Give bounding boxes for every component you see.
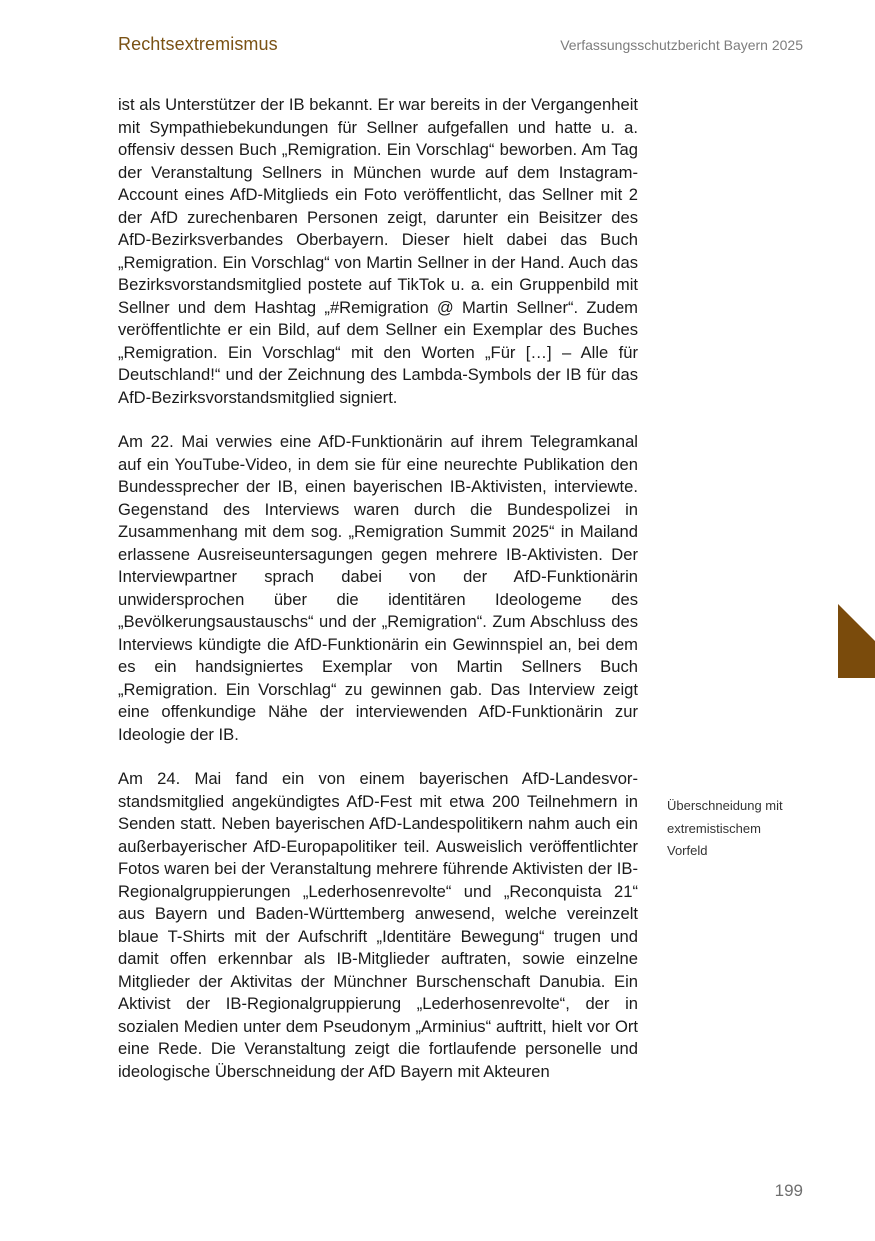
margin-note: Überschneidung mit extremistischem Vorfeld xyxy=(667,798,783,858)
running-header-section: Rechtsextremismus xyxy=(118,34,278,54)
running-header-publication: Verfassungsschutzbericht Bayern 2025 xyxy=(560,37,803,53)
body-text xyxy=(118,94,638,1105)
body-paragraph-1: ist als Unterstützer der IB bekannt. Er war bereits in der Vergangenheit mit Sympathiebekundungen für Sellner aufgefallen und hatte u. a. offensiv dessen Buch „Remigration. Ein Vorschlag“ beworben. Am Tag der Veranstaltung Sellners in München wurde auf dem Instagram-Account eines AfD-Mitglieds ein Foto veröffentlicht, das Sellner mit 2 der AfD zurechenbaren Personen zeigt, darunter ein Beisitzer des AfD-Bezirksverbandes Oberbayern. Dieser hielt dabei das Buch „Remigration. Ein Vorschlag“ von Martin Sellner in der Hand. Auch das Bezirksvorstandsmitglied postete auf TikTok u. a. ein Gruppenbild mit Sellner und dem Hashtag „#Remigration @ Martin Sellner“. Zudem veröffentlichte er ein Bild, auf dem Sellner ein Exemplar des Buches „Remigration. Ein Vorschlag“ mit den Worten „Für […] – Alle für Deutschland!“ und der Zeichnung des Lambda-Symbols der IB für das AfD-Bezirksvorstandsmitglied signiert. xyxy=(118,95,638,407)
chapter-tab-marker xyxy=(838,604,875,678)
chapter-tab-shape xyxy=(838,604,875,678)
page-number: 199 xyxy=(774,1181,803,1200)
body-paragraph-3: Am 24. Mai fand ein von einem bayerischen AfD-Landesvorstandsmitglied angekündigtes AfD-Fest mit etwa 200 Teilnehmern in Senden statt. Neben bayerischen AfD-Landespolitikern nahm auch ein außerbayerischer AfD-Europapolitiker teil. Ausweislich veröffentlichter Fotos waren bei der Veranstaltung mehrere führende Aktivisten der IB-Regionalgruppierungen „Lederhosenrevolte“ und „Reconquista 21“ aus Bayern und Baden-Württemberg anwesend, welche vereinzelt blaue T-Shirts mit der Aufschrift „Identitäre Bewegung“ trugen und damit offen erkennbar als IB-Mitglieder auftraten, sowie einzelne Mitglieder der Aktivitas der Münchner Burschenschaft Danubia. Ein Aktivist der IB-Regionalgruppierung „Lederhosenrevolte“, der in sozialen Medien unter dem Pseudonym „Arminius“ auftritt, hielt vor Ort eine Rede. Die Veranstaltung zeigt die fortlaufende personelle und ideologische Überschneidung der AfD Bayern mit Akteuren xyxy=(118,769,638,1081)
body-paragraph-2: Am 22. Mai verwies eine AfD-Funktionärin auf ihrem Telegramkanal auf ein YouTube-Video, in dem sie für eine neurechte Publikation den Bundessprecher der IB, einen bayerischen IB-Aktivisten, interviewte. Gegenstand des Interviews waren durch die Bundespolizei in Zusammenhang mit dem sog. „Remigration Summit 2025“ in Mailand erlassene Ausreiseuntersagungen gegen mehrere IB-Aktivisten. Der Interviewpartner sprach dabei von der AfD-Funktionärin unwidersprochen über die identitären Ideologeme des „Bevölkerungsaustauschs“ und der „Remigration“. Zum Abschluss des Interviews kündigte die AfD-Funktionärin ein Gewinnspiel an, bei dem es ein handsigniertes Exemplar von Martin Sellners Buch „Remigration. Ein Vorschlag“ zu gewinnen gab. Das Interview zeigt eine offenkundige Nähe der interviewenden AfD-Funktionärin zur Ideologie der IB. xyxy=(118,432,638,744)
